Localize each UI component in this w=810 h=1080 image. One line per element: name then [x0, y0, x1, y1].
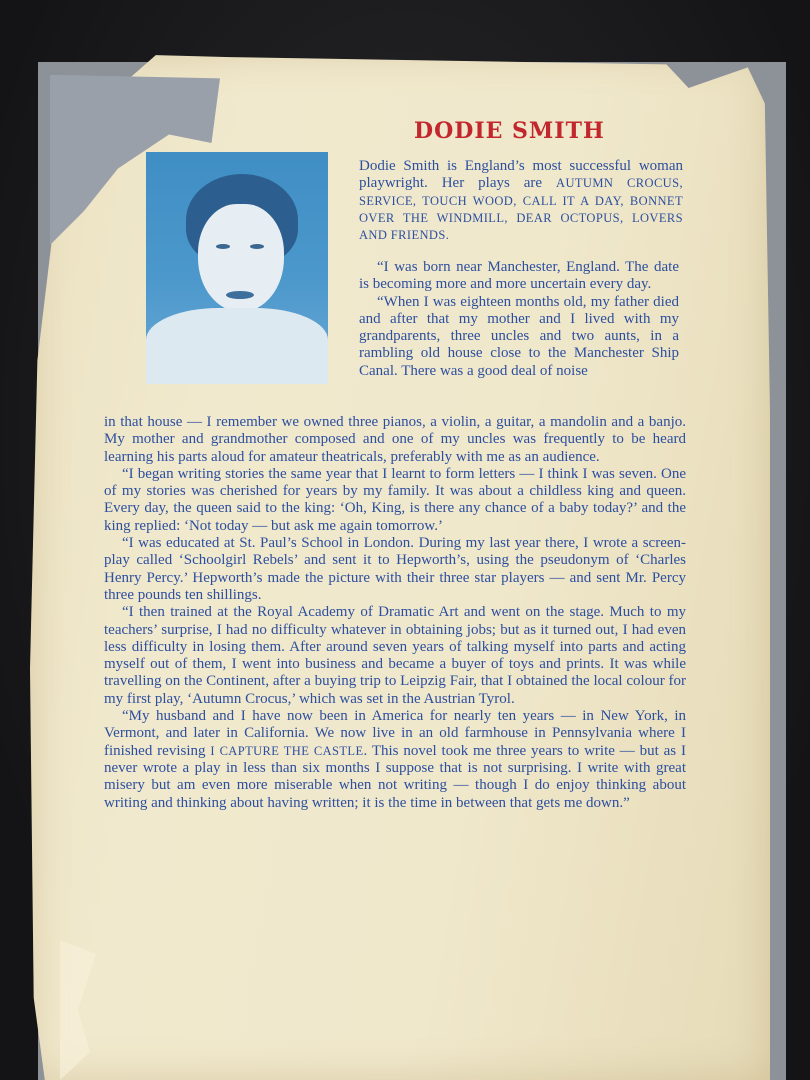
bio-paragraph: “I began writing stories the same year that I learnt to form letters — I think I was seven. One of my stories was cherished for years by my family. It was about a childless king and queen. Every day, the queen said to the king: ‘Oh, King, is there any chance of a baby today?’ and the king replied: ‘Not today — but ask me again tomorrow.’ [104, 465, 686, 534]
author-portrait [146, 152, 328, 384]
bio-paragraph: “I then trained at the Royal Academy of Dramatic Art and went on the stage. Much to my teachers’ surprise, I had no difficulty whatever in obtaining jobs; but as it turned out, I had even less difficulty in losing them. After around seven years of talking myself into parts and acting myself out of them, I went into business and became a buyer of toys and prints. It was while travelling on the Continent, after a buying trip to Leipzig Fair, that I obtained the local colour for my first play, ‘Autumn Crocus,’ which was set in the Austrian Tyrol. [104, 604, 686, 707]
intro-text: Dodie Smith is England’s most successful woman playwright. Her plays are [359, 158, 683, 192]
portrait-eye [216, 244, 230, 249]
bio-paragraph: in that house — I remember we owned three pianos, a violin, a guitar, a mandolin and a banjo. My mother and grandmother composed and one of my uncles was frequently to be heard learning his parts aloud for amateur theatricals, preferably with me as an audience. [104, 414, 686, 465]
intro-paragraph [359, 158, 683, 244]
bio-paragraph: “When I was eighteen months old, my father died and after that my mother and I lived with my grandparents, three uncles and two aunts, in a rambling old house close to the Manchester Ship Canal. There was a good deal of noise [359, 293, 679, 379]
bio-wide-column [104, 414, 686, 812]
plays-list: AUTUMN CROCUS, SERVICE, TOUCH WOOD, CALL IT A DAY, BONNET OVER THE WINDMILL, DEAR OCTOPUS, LOVERS AND FRIENDS. [359, 176, 683, 243]
bio-paragraph: “I was born near Manchester, England. The date is becoming more and more uncertain every day. [359, 259, 679, 293]
author-name-heading: DODIE SMITH [414, 118, 605, 144]
bio-paragraph: “I was educated at St. Paul’s School in London. During my last year there, I wrote a screen-play called ‘Schoolgirl Rebels’ and sent it to Hepworth’s, using the pseudonym of ‘Charles Henry Percy.’ Hepworth’s made the picture with their three star players — and sent Mr. Percy three pounds ten shillings. [104, 535, 686, 603]
bio-paragraph [104, 708, 686, 812]
portrait-collar [146, 308, 328, 384]
novel-title: I CAPTURE THE CASTLE [210, 743, 364, 758]
portrait-eye [250, 244, 264, 249]
bio-narrow-column [359, 259, 679, 380]
bio-text-span: “My husband and I have now been in America for nearly ten years — in New York, in Vermont, and later in California. We now live in an old farmhouse in Pennsylvania where I finished revising [104, 708, 686, 759]
portrait-mouth [226, 291, 254, 299]
bio-text-span: . This novel took me three years to write — but as I never wrote a play in less than six months I suppose that is not surprising. I write with great misery but am even more miserable when not writing — though I do enjoy thinking about writing and thinking about having written; it is the time in between that gets me down.” [104, 742, 686, 811]
